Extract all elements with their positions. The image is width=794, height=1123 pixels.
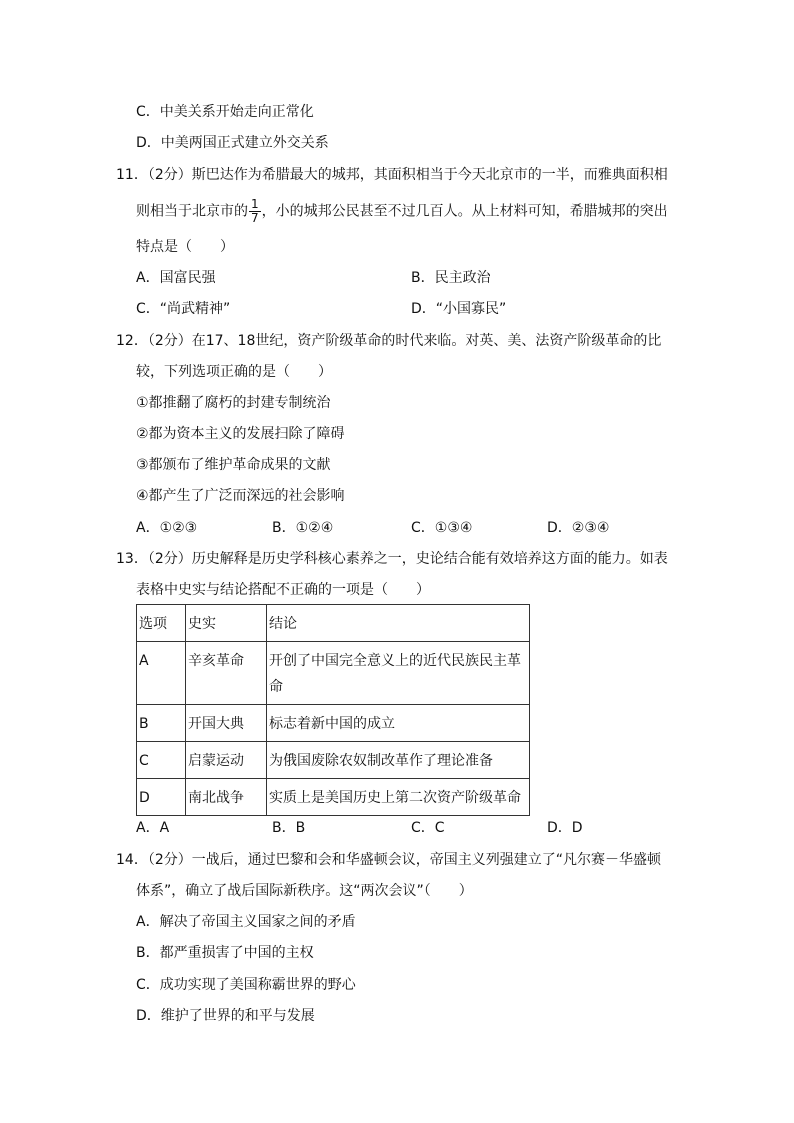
q12-stem-line2: 较，下列选项正确的是（ ） (136, 364, 332, 380)
q12-option-c: C．①③④ (411, 520, 473, 536)
q13-option-d: D．D (547, 820, 583, 836)
q14-option-c: C．成功实现了美国称霸世界的野心 (136, 977, 356, 993)
q14-stem-line1: 14．（2分）一战后，通过巴黎和会和华盛顿会议，帝国主义列强建立了“凡尔赛－华盛顿 (116, 852, 661, 868)
table-cell: 启蒙运动 (186, 742, 267, 779)
table-row (137, 742, 530, 779)
q12-option-d: D．②③④ (547, 520, 610, 536)
fraction-denominator: 7 (251, 211, 259, 225)
table-cell: 实质上是美国历史上第二次资产阶级革命 (267, 779, 530, 816)
table-cell: 为俄国废除农奴制改革作了理论准备 (267, 742, 530, 779)
q13-stem-line1: 13．（2分）历史解释是历史学科核心素养之一，史论结合能有效培养这方面的能力。如表 (116, 551, 668, 567)
q13-option-a: A．A (136, 820, 170, 836)
q11-stem-line1: 11．（2分）斯巴达作为希腊最大的城邦，其面积相当于今天北京市的一半，而雅典面积相 (116, 167, 668, 183)
table-row (137, 705, 530, 742)
table-header-cell: 选项 (137, 605, 186, 642)
q11-stem-line2 (136, 198, 668, 225)
q13-option-c: C．C (411, 820, 445, 836)
q11-stem-line3: 特点是（ ） (136, 239, 234, 255)
table-cell: B (137, 705, 186, 742)
q10-option-c: C．中美关系开始走向正常化 (136, 104, 314, 120)
q11-option-b: B．民主政治 (411, 270, 491, 286)
table-header-row (137, 605, 530, 642)
q11-option-d: D．“小国寡民” (411, 301, 507, 317)
q10-option-d: D．中美两国正式建立外交关系 (136, 135, 329, 151)
fraction (249, 198, 261, 225)
q11-stem-text: 则相当于北京市的 (136, 203, 248, 220)
q14-option-b: B．都严重损害了中国的主权 (136, 945, 314, 961)
table-cell: 辛亥革命 (186, 642, 267, 705)
q12-statement-2: ②都为资本主义的发展扫除了障碍 (136, 426, 345, 442)
q12-statement-4: ④都产生了广泛而深远的社会影响 (136, 488, 345, 504)
table-cell: 标志着新中国的成立 (267, 705, 530, 742)
table-cell: C (137, 742, 186, 779)
table-row (137, 779, 530, 816)
table-header-cell: 史实 (186, 605, 267, 642)
q13-stem-line2: 表格中史实与结论搭配不正确的一项是（ ） (136, 582, 430, 598)
table-cell: 南北战争 (186, 779, 267, 816)
table-cell: D (137, 779, 186, 816)
q12-option-a: A．①②③ (136, 520, 198, 536)
q13-table (136, 604, 530, 816)
table-row (137, 642, 530, 705)
q12-stem-line1: 12．（2分）在17、18世纪，资产阶级革命的时代来临。对英、美、法资产阶级革命的比 (116, 333, 662, 349)
fraction-numerator: 1 (251, 197, 259, 211)
q13-option-b: B．B (272, 820, 306, 836)
table-cell: A (137, 642, 186, 705)
q14-stem-line2: 体系”，确立了战后国际新秩序。这“两次会议”（ ） (136, 883, 473, 899)
q14-option-d: D．维护了世界的和平与发展 (136, 1008, 315, 1024)
q11-option-a: A．国富民强 (136, 270, 216, 286)
table-cell: 开创了中国完全意义上的近代民族民主革命 (267, 642, 530, 705)
q11-option-c: C．“尚武精神” (136, 301, 231, 317)
q12-statement-1: ①都推翻了腐朽的封建专制统治 (136, 395, 331, 411)
q11-stem-text: ，小的城邦公民甚至不过几百人。从上材料可知，希腊城邦的突出 (261, 203, 668, 220)
q12-option-b: B．①②④ (272, 520, 334, 536)
q14-option-a: A．解决了帝国主义国家之间的矛盾 (136, 914, 356, 930)
table-cell: 开国大典 (186, 705, 267, 742)
q12-statement-3: ③都颁布了维护革命成果的文献 (136, 457, 331, 473)
table-header-cell: 结论 (267, 605, 530, 642)
